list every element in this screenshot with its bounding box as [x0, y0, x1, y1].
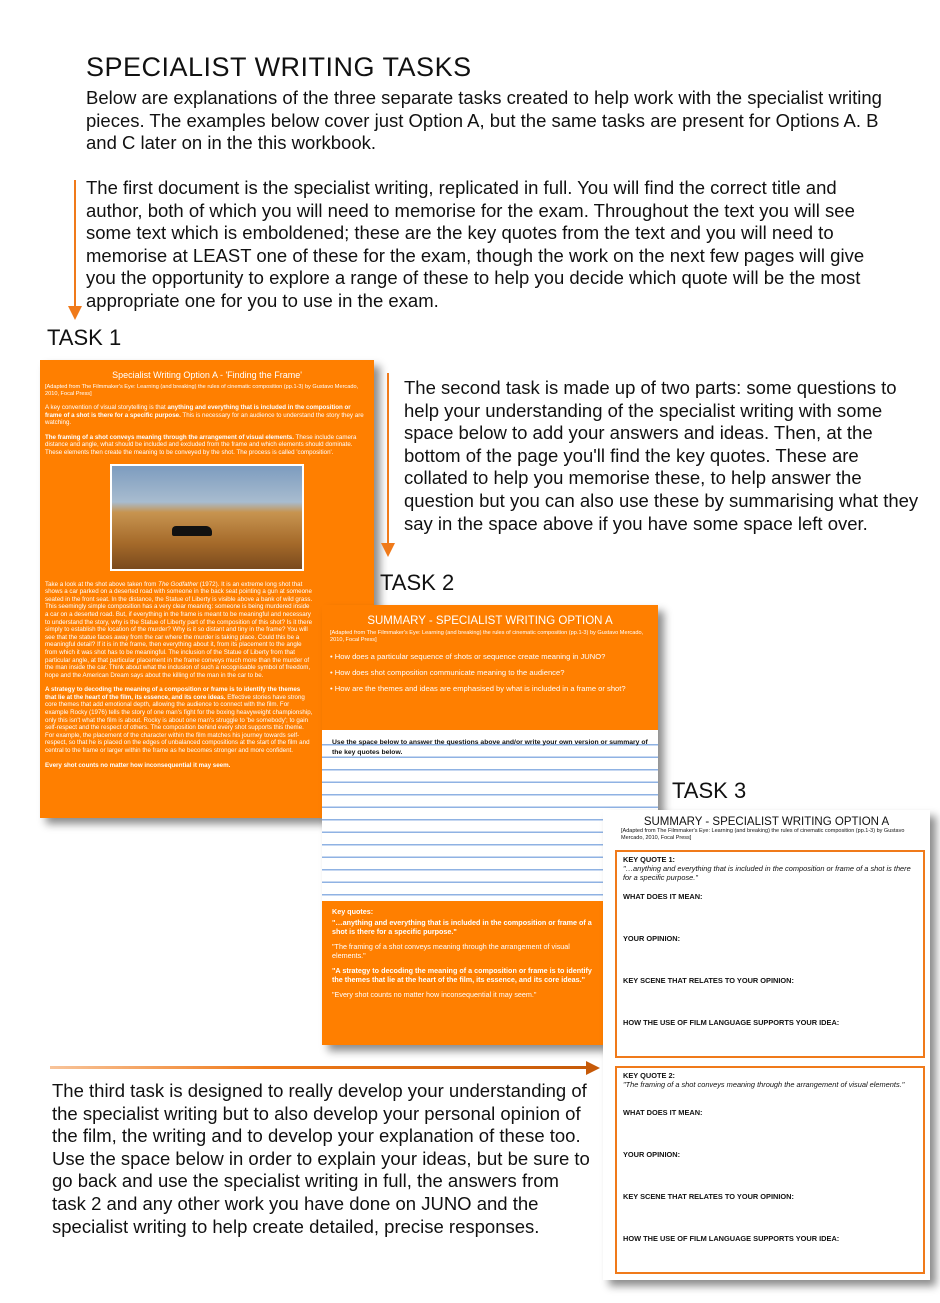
summary-title: SUMMARY - SPECIALIST WRITING OPTION A — [643, 816, 890, 828]
question-text: How does shot composition communicate meaning to the audience? — [334, 668, 565, 677]
task2-description: The second task is made up of two parts: some questions to help your understanding of the specialist writing with some space below to add your answers and ideas. Then, at the bottom of the page you'll find the key quotes. These are collated to help you memorise these, to help answer the question but you can also use these by summarising what they say in the space above if you have some space left over. — [404, 377, 919, 534]
answer-instruction: Use the space below to answer the questions above and/or write your own version or summary of the key quotes below. — [332, 739, 648, 756]
source-citation: [Adapted from The Filmmaker's Eye: Learning (and breaking) the rules of cinematic composition (pp.1-3) by Gustavo Mercado, 2010, Focal Press] — [330, 630, 644, 643]
key-quote-label: KEY QUOTE 2: — [623, 1071, 676, 1080]
arrow-down-icon — [381, 543, 395, 557]
key-quote: The framing of a shot conveys meaning through the arrangement of visual elements. — [45, 433, 294, 441]
car-in-image — [172, 526, 212, 536]
key-quote-text: "…anything and everything that is included in the composition or frame of a shot is there for a specific purpose." — [623, 864, 911, 882]
key-quote: anything and everything that is included in the composition or frame of a shot is there for a specific purpose. — [45, 404, 351, 419]
text: Effective stories have strong core themes that add emotional depth, allowing the audience to connect with the film. For example Rocky (1976) tells the story of one man's fight for the boxing heavyweight championship, only this isn't what the film is about. Rocky is about one man's struggle to 'be somebody'; to gain self-respect and the respect of others. The composition behind every shot supports this theme. For example, the placement of the character within the film matches his journey towards self-respect, so that he is placed on the edges of unbalanced compositions at the start of the film and central to the frame or larger within the frame as he becomes stronger and more confident. — [45, 693, 313, 755]
task1-description: The first document is the specialist writing, replicated in full. You will find the correct title and author, both of which you will need to memorise for the exam. Throughout the text you will see some text which is emboldened; these are the key quotes from the text and you will need to memorise at LEAST one of these for the exam, though the work on the next few pages will give you the opportunity to explore a range of these to help you decide which quote will be the most appropriate one for you to use in the exam. — [86, 177, 865, 311]
paragraph — [45, 762, 313, 770]
prompt-film-language: HOW THE USE OF FILM LANGUAGE SUPPORTS YOUR IDEA: — [623, 1234, 840, 1243]
task2-label: TASK 2 — [380, 570, 455, 595]
prompt-key-scene: KEY SCENE THAT RELATES TO YOUR OPINION: — [623, 976, 794, 985]
task1-label: TASK 1 — [47, 325, 122, 350]
text: Take a look at the shot above taken from — [45, 580, 159, 588]
text: This is necessary for an audience to understand the story they are watching. — [45, 411, 364, 427]
key-quote-label: KEY QUOTE 1: — [623, 855, 676, 864]
film-title: The Godfather — [158, 580, 199, 588]
intro-text: Below are explanations of the three separate tasks created to help work with the specialist writing pieces. The examples below cover just Option A, but the same tasks are present for Options A. B and C later on in the this workbook. — [86, 87, 882, 154]
task2-arrow-line — [387, 373, 389, 545]
arrow-down-icon — [68, 306, 82, 320]
key-quote-text: "The framing of a shot conveys meaning through the arrangement of visual elements." — [623, 1080, 905, 1089]
key-quote: "The framing of a shot conveys meaning through the arrangement of visual elements." — [332, 942, 570, 960]
key-quote-1-box[interactable] — [615, 850, 925, 1058]
key-quote: "A strategy to decoding the meaning of a composition or frame is to identify the themes that lie at the heart of the film, its essence, and its core ideas." — [332, 966, 592, 984]
task3-key-quote-page — [603, 810, 930, 1280]
key-quote-2-box[interactable] — [615, 1066, 925, 1274]
task3-arrow-line — [50, 1066, 588, 1069]
paragraph — [45, 434, 369, 457]
question-text: How does a particular sequence of shots or sequence create meaning in JUNO? — [334, 652, 606, 661]
prompt-opinion: YOUR OPINION: — [623, 1150, 681, 1159]
godfather-still-image — [110, 464, 304, 571]
key-quote: Every shot counts no matter how inconsequential it may seem. — [45, 761, 231, 769]
text: A key convention of visual storytelling is that — [45, 404, 168, 411]
text: These include camera distance and angle, what should be included and excluded from the frame and which elements should dominate. These elements then create the meaning to be conveyed by the shot. The process is called 'composition'. — [45, 433, 357, 456]
key-quote: "…anything and everything that is included in the composition or frame of a shot is there for a specific purpose." — [332, 918, 592, 936]
key-quote: A strategy to decoding the meaning of a composition or frame is to identify the themes that lie at the heart of the film, its essence, and its core ideas. — [45, 686, 301, 701]
task3-label: TASK 3 — [672, 778, 747, 803]
key-quotes-column — [332, 907, 594, 999]
task3-description: The third task is designed to really develop your understanding of the specialist writing but to also develop your personal opinion of the film, the writing and to develop your explanation of these too. Use the space below in order to explain your ideas, but be sure to go back and use the specialist writing in full, the answers from task 2 and any other work you have done on JUNO and the specialist writing to help create detailed, precise responses. — [52, 1080, 590, 1237]
specialist-writing-title: Specialist Writing Option A - 'Finding the Frame' — [112, 370, 302, 380]
prompt-meaning: WHAT DOES IT MEAN: — [623, 892, 703, 901]
question-item: • How does a particular sequence of shots or sequence create meaning in JUNO? — [330, 652, 606, 661]
arrow-right-icon — [586, 1061, 600, 1075]
prompt-key-scene: KEY SCENE THAT RELATES TO YOUR OPINION: — [623, 1192, 794, 1201]
question-item: • How are the themes and ideas are emphasised by what is included in a frame or shot? — [330, 684, 626, 693]
paragraph — [45, 686, 313, 754]
summary-title: SUMMARY - SPECIALIST WRITING OPTION A — [367, 615, 613, 627]
key-quotes-label: Key quotes: — [332, 907, 374, 916]
source-citation: [Adapted from The Filmmaker's Eye: Learning (and breaking) the rules of cinematic composition (pp.1-3) by Gustavo Mercado, 2010, Focal Press] — [621, 828, 905, 841]
prompt-meaning: WHAT DOES IT MEAN: — [623, 1108, 703, 1117]
paragraph — [45, 581, 313, 680]
prompt-film-language: HOW THE USE OF FILM LANGUAGE SUPPORTS YOUR IDEA: — [623, 1018, 840, 1027]
page-title: SPECIALIST WRITING TASKS — [86, 52, 472, 82]
paragraph — [45, 404, 369, 427]
source-citation: [Adapted from The Filmmaker's Eye: Learning (and breaking) the rules of cinematic composition (pp.1-3) by Gustavo Mercado, 2010, Focal Press] — [45, 384, 359, 397]
text: (1972). It is an extreme long shot that shows a car parked on a deserted road with someone in the back seat pointing a gun at someone seated in the front seat. In the distance, the Statue of Liberty is visible above a bank of wild grass. This seemingly simple composition has a very clear meaning: someone is being murdered inside a car on a deserted road. But, if everything in the frame is meant to be meaningful and necessary to understand the story, why is the Statue of Liberty part of the composition of this shot? Is it there simply to establish the location of the murder? Why is it so distant and tiny in the frame? You will see that the statue faces away from the car where the murder is taking place. Could this be a meaningful detail? If it is in the frame, then everything about it, from its placement to the angle from which it was shot has to be meaningful. The inclusion of the Statue of Liberty from that particular angle, at that particular placement in the frame conveys much more than the murder of the man inside the car. Think about what the inclusion of such a recognisable symbol of freedom, hope and the American Dream says about the killing of the man in the car to be. — [45, 580, 313, 679]
question-item: • How does shot composition communicate meaning to the audience? — [330, 668, 565, 677]
key-quote: "Every shot counts no matter how inconsequential it may seem." — [332, 990, 537, 999]
prompt-opinion: YOUR OPINION: — [623, 934, 681, 943]
question-text: How are the themes and ideas are emphasised by what is included in a frame or shot? — [334, 684, 626, 693]
question-list — [330, 652, 650, 694]
task1-arrow-line — [74, 180, 76, 308]
